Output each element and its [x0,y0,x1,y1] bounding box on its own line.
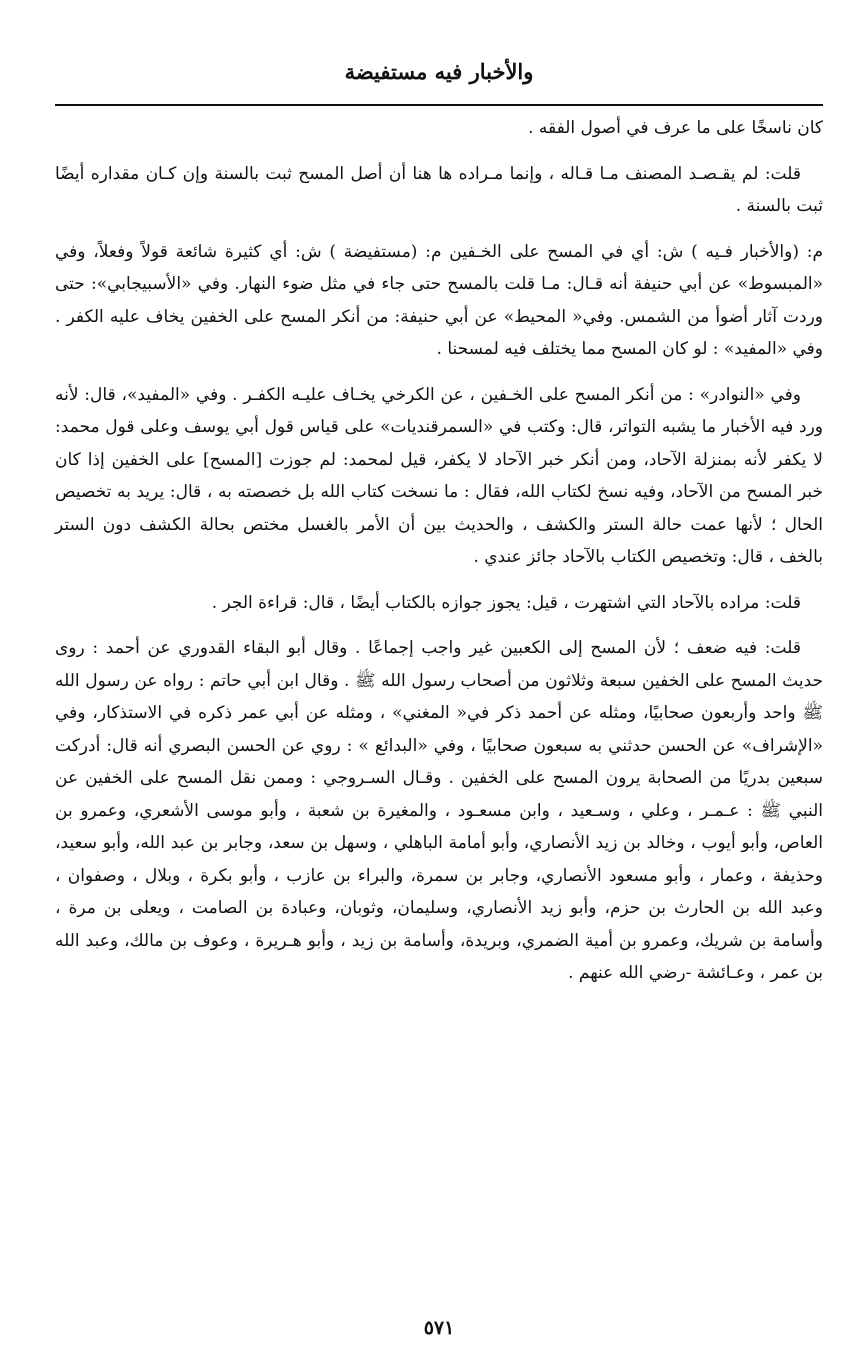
paragraph-2: قلت: لم يقـصـد المصنف مـا قـاله ، وإنما مـراده ها هنا أن أصل المسح ثبت بالسنة وإن كـان مقداره أيضًا ثبت بالسنة . [55,163,823,216]
page-number: ٥٧١ [423,1317,455,1339]
paragraph-3: م: (والأخبار فـيه ) ش: أي في المسح على الخـفين م: (مستفيضة ) ش: أي كثيرة شائعة قولاً وفعلاً، وفي «المبسوط» عن أبي حنيفة أنه قـال: مـا قلت بالمسح حتى جاء في مثل ضوء النهار. وفي «الأسبيجابي»: حتى وردت آثار أضوأ من الشمس. وفي« المحيط» عن أبي حنيفة: من أنكر المسح على الخفين يخاف عليه الكفر . وفي «المفيد» : لو كان المسح مما يختلف فيه لمسحنا . [55,241,823,359]
paragraph-5: قلت: مراده بالآحاد التي اشتهرت ، قيل: يجوز جوازه بالكتاب أيضًا ، قال: قراءة الجر . [211,592,801,613]
paragraph-1: كان ناسخًا على ما عرف في أصول الفقه . [528,118,823,138]
document-page [55,0,823,1371]
paragraph-6: قلت: فيه ضعف ؛ لأن المسح إلى الكعبين غير واجب إجماعًا . وقال أبو البقاء القدوري عن أحمد : روى حديث المسح على الخفين سبعة وثلاثون من أصحاب رسول الله ﷺ . وقال ابن أبي حاتم : رواه عن رسول الله ﷺ واحد وأربعون صحابيًا، ومثله عن أحمد ذكر في« المغني» ، ومثله عن أبي عمر ذكره في الاستذكار، وفي «الإشراف» عن الحسن حدثني به سبعون صحابيًا ، وفي «البدائع » : روي عن الحسن البصري أنه قال: أدركت سبعين بدريًا من الصحابة يرون المسح على الخفين . وقـال السـروجي : وممن نقل المسح على الخفين عن النبي ﷺ : عـمـر ، وعلي ، وسـعيد ، وابن مسعـود ، والمغيرة بن شعبة ، وأبو موسى الأشعري، وعمرو بن العاص، وأبو أيوب ، وخالد بن زيد الأنصاري، وأبو أمامة الباهلي ، وسهل بن سعد، وجابر بن عبد الله، وأبو سعيد، وحذيفة ، وعمار ، وأبو مسعود الأنصاري، وجابر بن سمرة، والبراء بن عازب ، وأبو بكرة ، وبلال ، وصفوان ، وعبد الله بن الحارث بن حزم، وأبو زيد الأنصاري، وسليمان، وثوبان، وعبادة بن الصامت ، ويعلى بن مرة ، وأسامة بن شريك، وعمرو بن أمية الضمري، وبريدة، وأسامة بن زيد ، وأبو هـريرة ، وعوف بن مالك، وعبد الله بن عمر ، وعـائشة -رضي الله عنهم . [55,638,823,983]
header-rule [55,104,823,106]
running-head: والأخبار فيه مستفيضة [344,59,534,84]
paragraph-4: وفي «النوادر» : من أنكر المسح على الخـفين ، عن الكرخي يخـاف عليـه الكفـر . وفي «المفيد»، قال: لأنه ورد فيه الأخبار ما يشبه التواتر، قال: وكتب في «السمرقنديات» على قياس قول أبي يوسف وعلى قول محمد: لا يكفر لأنه بمنزلة الآحاد، ومن أنكر خبر الآحاد لا يكفر، قيل لمحمد: لم جوزت [المسح] على الخفين إذا كان خبر المسح من الآحاد، وفيه نسخ لكتاب الله، فقال : ما نسخت كتاب الله بل خصصته به ، قال: يريد به تخصيص الحال ؛ لأنها عمت حالة الستر والكشف ، والحديث بين أن الأمر بالغسل مختص بحالة الكشف دون الستر بالخف ، قال: وتخصيص الكتاب بالآحاد جائز عندي . [55,384,823,567]
body-text [55,112,823,1003]
